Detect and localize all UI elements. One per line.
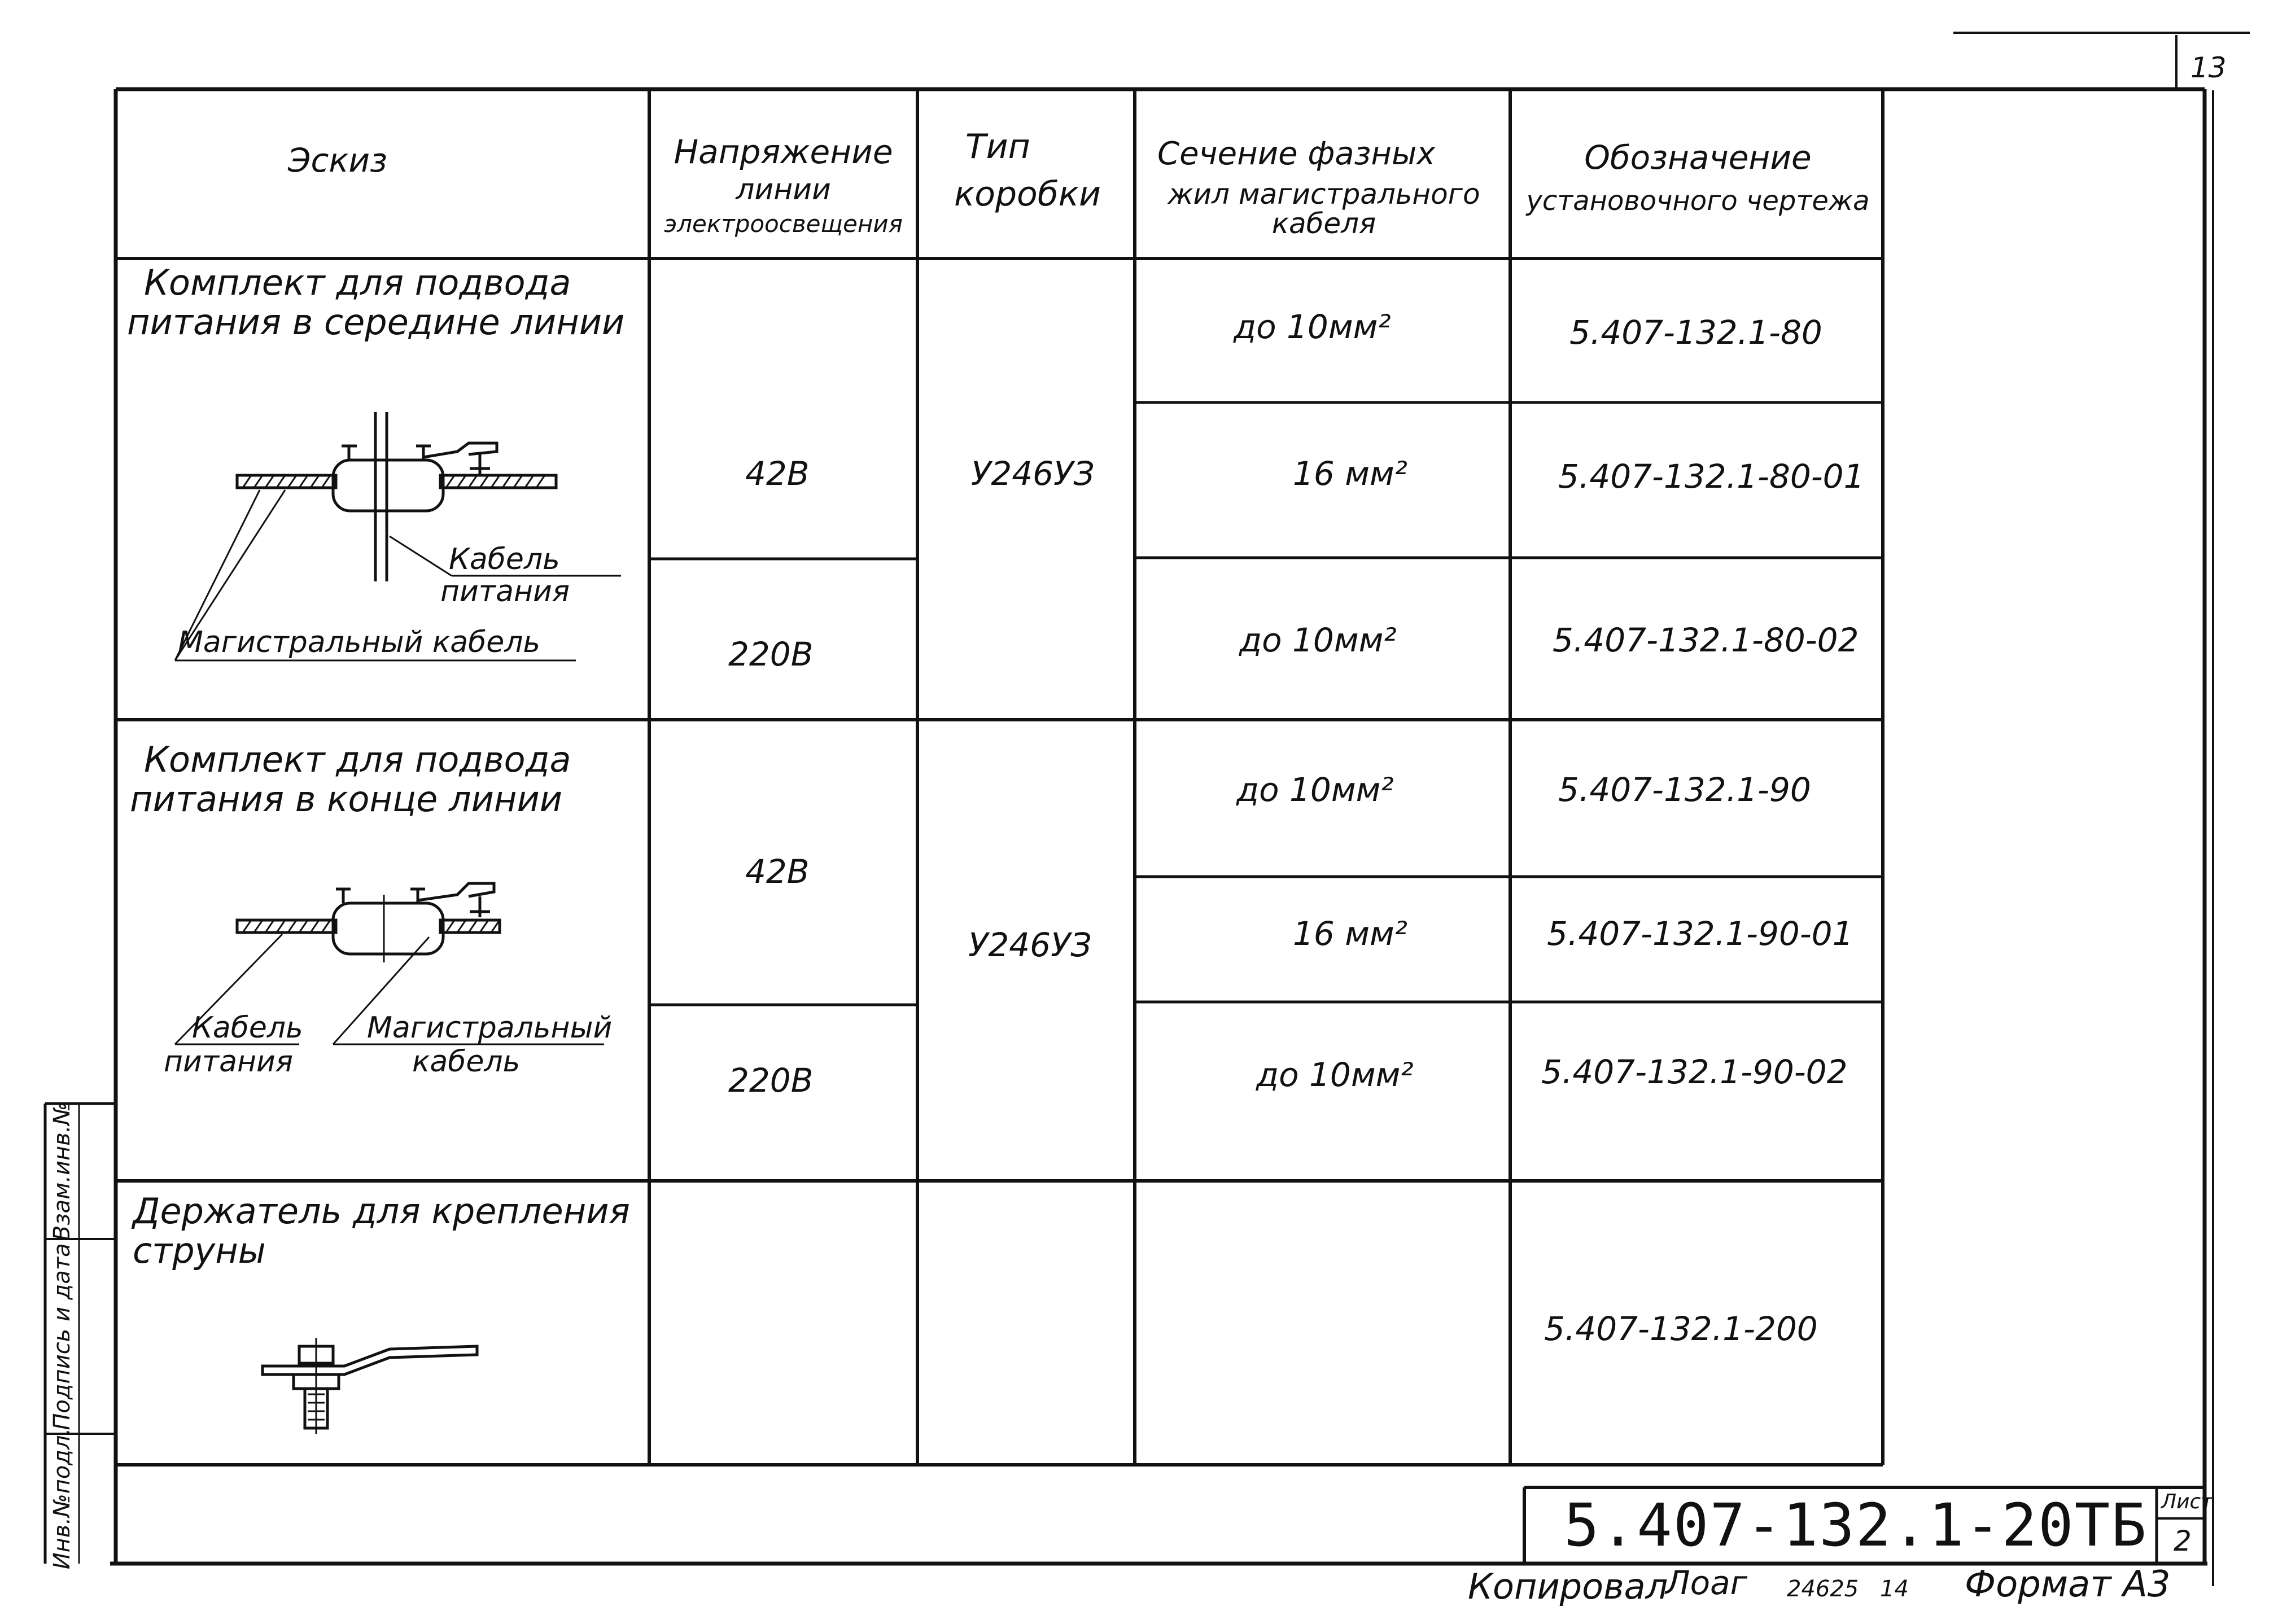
group3-designation: 5.407-132.1-200: [1544, 1310, 1818, 1348]
header-section: Сечение фазных жил магистрального кабеля: [1157, 135, 1480, 240]
group1-row2-section: 16 мм²: [1293, 454, 1407, 493]
group1-row2-designation: 5.407-132.1-80-01: [1558, 457, 1865, 496]
stamp-signature-date: Подпись и дата: [49, 1243, 75, 1430]
group1-row3-designation: 5.407-132.1-80-02: [1553, 621, 1859, 659]
page-number: 13: [2190, 51, 2227, 84]
group1-supply-label-2: питания: [440, 575, 570, 609]
sheet-number: 2: [2174, 1525, 2192, 1557]
footer-num: 14: [1880, 1576, 1909, 1602]
group1-main-label: Магистральный кабель: [178, 625, 541, 659]
group1-row1-section: до 10мм²: [1234, 308, 1391, 346]
sketch-middle-supply: [175, 412, 621, 660]
group2-main-label: Магистральный: [367, 1011, 613, 1045]
group1-row3-section: до 10мм²: [1239, 621, 1397, 659]
header-voltage: Напряжение линии электроосвещения: [664, 133, 903, 238]
group2-row2-section: 16 мм²: [1293, 914, 1407, 953]
sketch-string-holder: [263, 1338, 477, 1434]
group1-supply-label: Кабель: [449, 542, 560, 576]
group2-row2-designation: 5.407-132.1-90-01: [1547, 914, 1853, 953]
document-code: 5.407-132.1-20ТБ: [1564, 1491, 2148, 1560]
stamp-vzam-inv: Взам.инв.№: [49, 1101, 75, 1241]
footer-signature: Лоаг: [1665, 1564, 1748, 1602]
group2-row3-designation: 5.407-132.1-90-02: [1541, 1053, 1848, 1091]
group2-box-type: У246УЗ: [968, 926, 1092, 964]
footer-order: 24625: [1787, 1576, 1859, 1602]
group2-row1-section: до 10мм²: [1236, 771, 1394, 809]
group2-title-line1: Комплект для подвода: [144, 739, 571, 780]
group1-title-line1: Комплект для подвода: [144, 262, 571, 303]
group2-row1-designation: 5.407-132.1-90: [1558, 771, 1811, 809]
group3-title-line2: струны: [133, 1230, 266, 1271]
group1-row1-designation: 5.407-132.1-80: [1569, 313, 1822, 352]
group2-voltage-220: 220В: [728, 1061, 814, 1100]
group1-title-line2: питания в середине линии: [127, 301, 625, 343]
group2-supply-label: Кабель: [192, 1011, 303, 1045]
group1-voltage-42: 42В: [745, 454, 810, 493]
group2-supply-label-2: питания: [164, 1045, 294, 1079]
header-designation: Обозначение установочного чертежа: [1526, 138, 1870, 217]
group3-title-line1: Держатель для крепления: [133, 1190, 630, 1232]
header-sketch: Эскиз: [288, 141, 387, 180]
group1-box-type: У246УЗ: [971, 454, 1095, 493]
group1-voltage-220: 220В: [728, 635, 814, 673]
group2-title-line2: питания в конце линии: [130, 778, 563, 820]
group2-main-label-2: кабель: [412, 1045, 521, 1079]
group2-row3-section: до 10мм²: [1256, 1056, 1414, 1094]
header-box-type: Тип коробки: [954, 127, 1101, 214]
footer-copied: Копировал: [1468, 1566, 1668, 1607]
sheet-label: Лист: [2161, 1490, 2213, 1513]
footer-format: Формат А3: [1965, 1564, 2171, 1605]
stamp-inv-podl: Инв.№подл.: [49, 1428, 75, 1570]
group2-voltage-42: 42В: [745, 852, 810, 891]
